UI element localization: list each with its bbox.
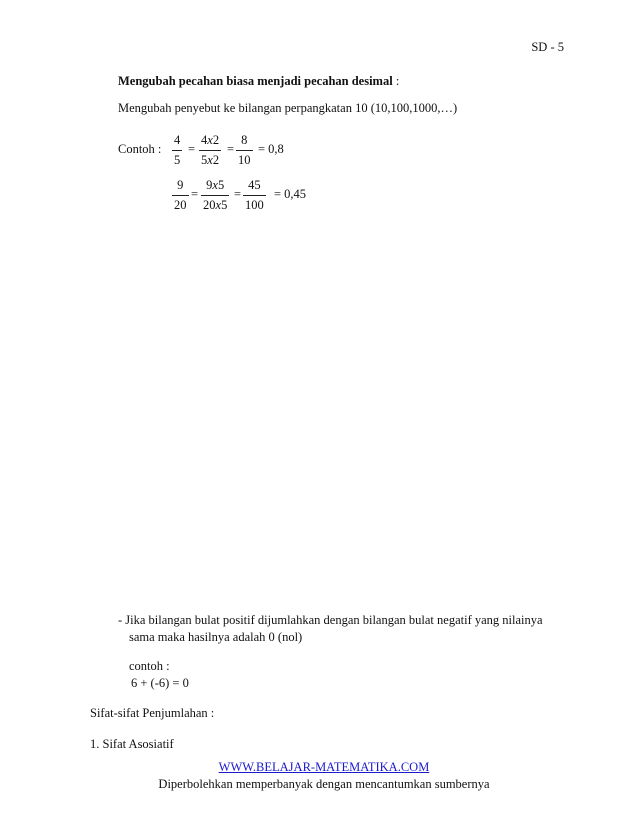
fraction-denominator: 5x2 [201, 153, 220, 167]
fraction-numerator: 4 [174, 133, 181, 147]
equals-sign: = [234, 187, 242, 201]
properties-heading: Sifat-sifat Penjumlahan : [90, 706, 215, 720]
equals-sign: = [191, 187, 199, 201]
fraction-bar [199, 150, 221, 151]
fraction-bar [172, 150, 182, 151]
section-title [118, 74, 399, 89]
footer-note: Diperbolehkan memperbanyak dengan mencantumkan sumbernya [158, 777, 490, 791]
fraction-bar [243, 195, 266, 196]
fraction-denominator: 5 [174, 153, 181, 167]
example-label: Contoh : [118, 142, 162, 156]
section-title-colon: : [392, 74, 400, 88]
fraction-denominator: 20 [174, 198, 187, 212]
fraction-bar [201, 195, 229, 196]
fraction-bar [236, 150, 253, 151]
fraction-denominator: 10 [238, 153, 251, 167]
property-item-associative: 1. Sifat Asosiatif [90, 737, 174, 751]
equals-sign: = [188, 142, 196, 156]
integer-rule-line-2: sama maka hasilnya adalah 0 (nol) [129, 630, 303, 644]
fraction-bar [172, 195, 189, 196]
integer-rule-line-1: - Jika bilangan bulat positif dijumlahkan dengan bilangan bulat negatif yang nilainya [118, 613, 543, 627]
fraction-numerator: 8 [241, 133, 248, 147]
section-title-text: Mengubah pecahan biasa menjadi pecahan desimal [118, 74, 393, 88]
integer-example-label: contoh : [129, 659, 170, 673]
example2-fraction-2 [201, 178, 229, 213]
fraction-numerator: 9x5 [206, 178, 225, 192]
example1-fraction-1 [172, 133, 182, 168]
instruction-text: Mengubah penyebut ke bilangan perpangkatan 10 (10,100,1000,…) [118, 101, 458, 115]
fraction-numerator: 9 [177, 178, 184, 192]
example1-fraction-2 [199, 133, 221, 168]
example2-result: = 0,45 [274, 187, 307, 201]
example1-fraction-3 [236, 133, 253, 168]
fraction-denominator: 20x5 [203, 198, 228, 212]
example1-result: = 0,8 [258, 142, 284, 156]
fraction-denominator: 100 [245, 198, 264, 212]
page-number: SD - 5 [531, 40, 564, 54]
footer-website-link[interactable]: WWW.BELAJAR-MATEMATIKA.COM [218, 760, 430, 774]
integer-example-expression: 6 + (-6) = 0 [131, 676, 189, 690]
equals-sign: = [227, 142, 235, 156]
example2-fraction-1 [172, 178, 189, 213]
example2-fraction-3 [243, 178, 266, 213]
fraction-numerator: 4x2 [201, 133, 220, 147]
fraction-numerator: 45 [248, 178, 261, 192]
